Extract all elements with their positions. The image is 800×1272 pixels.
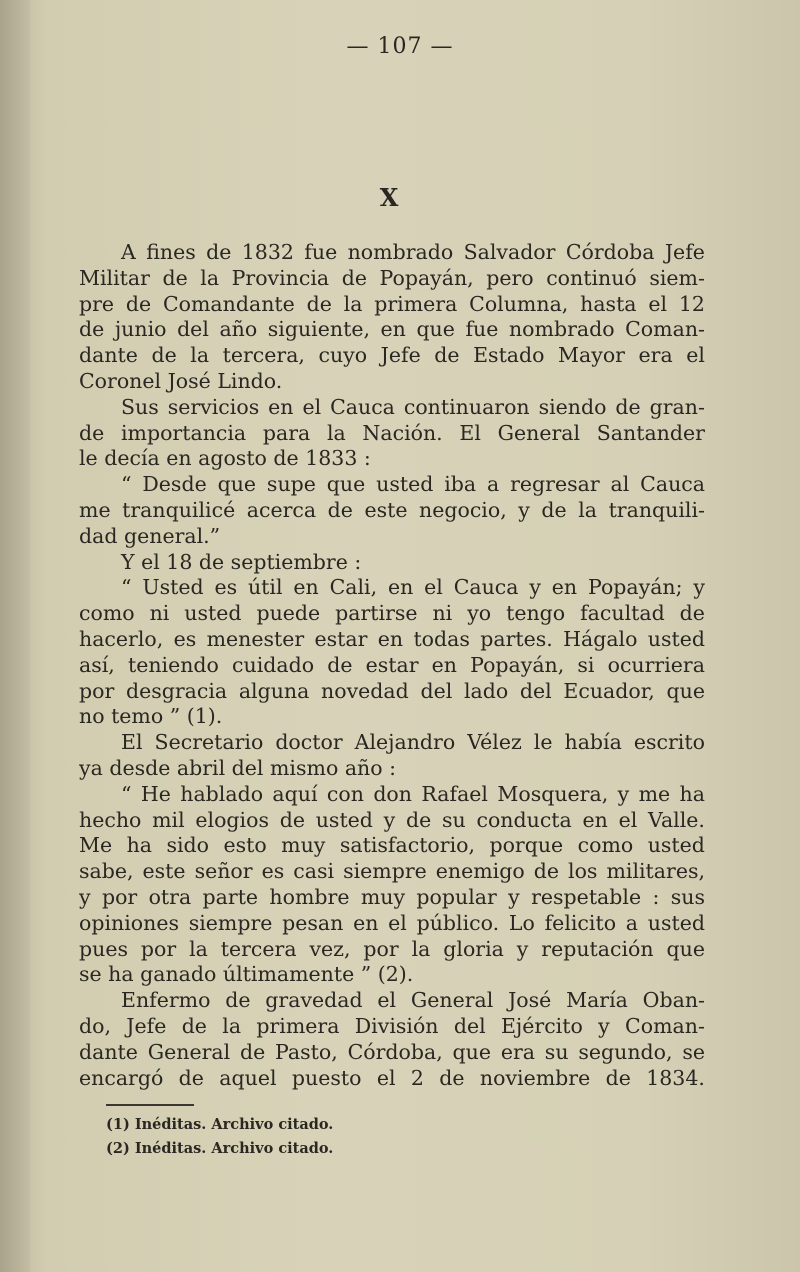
text-line: do, Jefe de la primera División del Ejército y Coman-: [79, 1013, 705, 1038]
text-line: encargó de aquel puesto el 2 de noviembre de 1834.: [79, 1065, 705, 1090]
text-line: Y el 18 de septiembre :: [121, 549, 362, 574]
body-text: [79, 240, 705, 1091]
page-number: — 107 —: [346, 34, 454, 59]
text-line: pues por la tercera vez, por la gloria y reputación que: [79, 936, 705, 961]
text-line: no temo ” (1).: [79, 704, 223, 729]
text-line: como ni usted puede partirse ni yo tengo facultad de: [79, 601, 705, 626]
text-line: “ Usted es útil en Cali, en el Cauca y en Popayán; y: [121, 575, 705, 600]
footnotes: [106, 1113, 333, 1161]
text-line: Militar de la Provincia de Popayán, pero continuó siem-: [79, 265, 705, 290]
text-line: Enfermo de gravedad el General José María Oban-: [121, 988, 705, 1013]
chapter-heading: X: [379, 183, 399, 212]
text-line: me tranquilicé acerca de este negocio, y de la tranquili-: [79, 497, 705, 522]
text-line: hecho mil elogios de usted y de su conducta en el Valle.: [79, 807, 705, 832]
text-line: “ He hablado aquí con don Rafael Mosquera, y me ha: [121, 781, 705, 806]
text-line: se ha ganado últimamente ” (2).: [79, 962, 414, 987]
text-line: opiniones siempre pesan en el público. Lo felicito a usted: [79, 910, 705, 935]
text-line: y por otra parte hombre muy popular y respetable : sus: [79, 884, 705, 909]
text-line: dante General de Pasto, Córdoba, que era su segundo, se: [79, 1039, 705, 1064]
text-line: hacerlo, es menester estar en todas partes. Hágalo usted: [79, 626, 705, 651]
text-line: Sus servicios en el Cauca continuaron siendo de gran-: [121, 394, 705, 419]
text-line: ya desde abril del mismo año :: [79, 755, 397, 780]
text-line: El Secretario doctor Alejandro Vélez le había escrito: [121, 730, 705, 755]
text-line: Me ha sido esto muy satisfactorio, porque como usted: [79, 833, 705, 858]
text-line: sabe, este señor es casi siempre enemigo de los militares,: [79, 859, 705, 884]
text-line: así, teniendo cuidado de estar en Popayán, si ocurriera: [79, 652, 705, 677]
text-line: pre de Comandante de la primera Columna, hasta el 12: [79, 291, 705, 316]
footnote: (2) Inéditas. Archivo citado.: [106, 1140, 334, 1157]
text-line: de importancia para la Nación. El General Santander: [79, 420, 705, 445]
text-line: “ Desde que supe que usted iba a regresar al Cauca: [121, 472, 705, 497]
text-line: dante de la tercera, cuyo Jefe de Estado Mayor era el: [79, 343, 705, 368]
text-line: Coronel José Lindo.: [79, 368, 283, 393]
text-line: dad general.”: [79, 523, 221, 548]
footnote-rule: [106, 1104, 194, 1106]
text-line: por desgracia alguna novedad del lado del Ecuador, que: [79, 678, 705, 703]
text-line: A fines de 1832 fue nombrado Salvador Córdoba Jefe: [121, 240, 705, 264]
text-line: le decía en agosto de 1833 :: [79, 446, 371, 471]
text-line: de junio del año siguiente, en que fue nombrado Coman-: [79, 317, 705, 342]
footnote: (1) Inéditas. Archivo citado.: [106, 1116, 334, 1133]
